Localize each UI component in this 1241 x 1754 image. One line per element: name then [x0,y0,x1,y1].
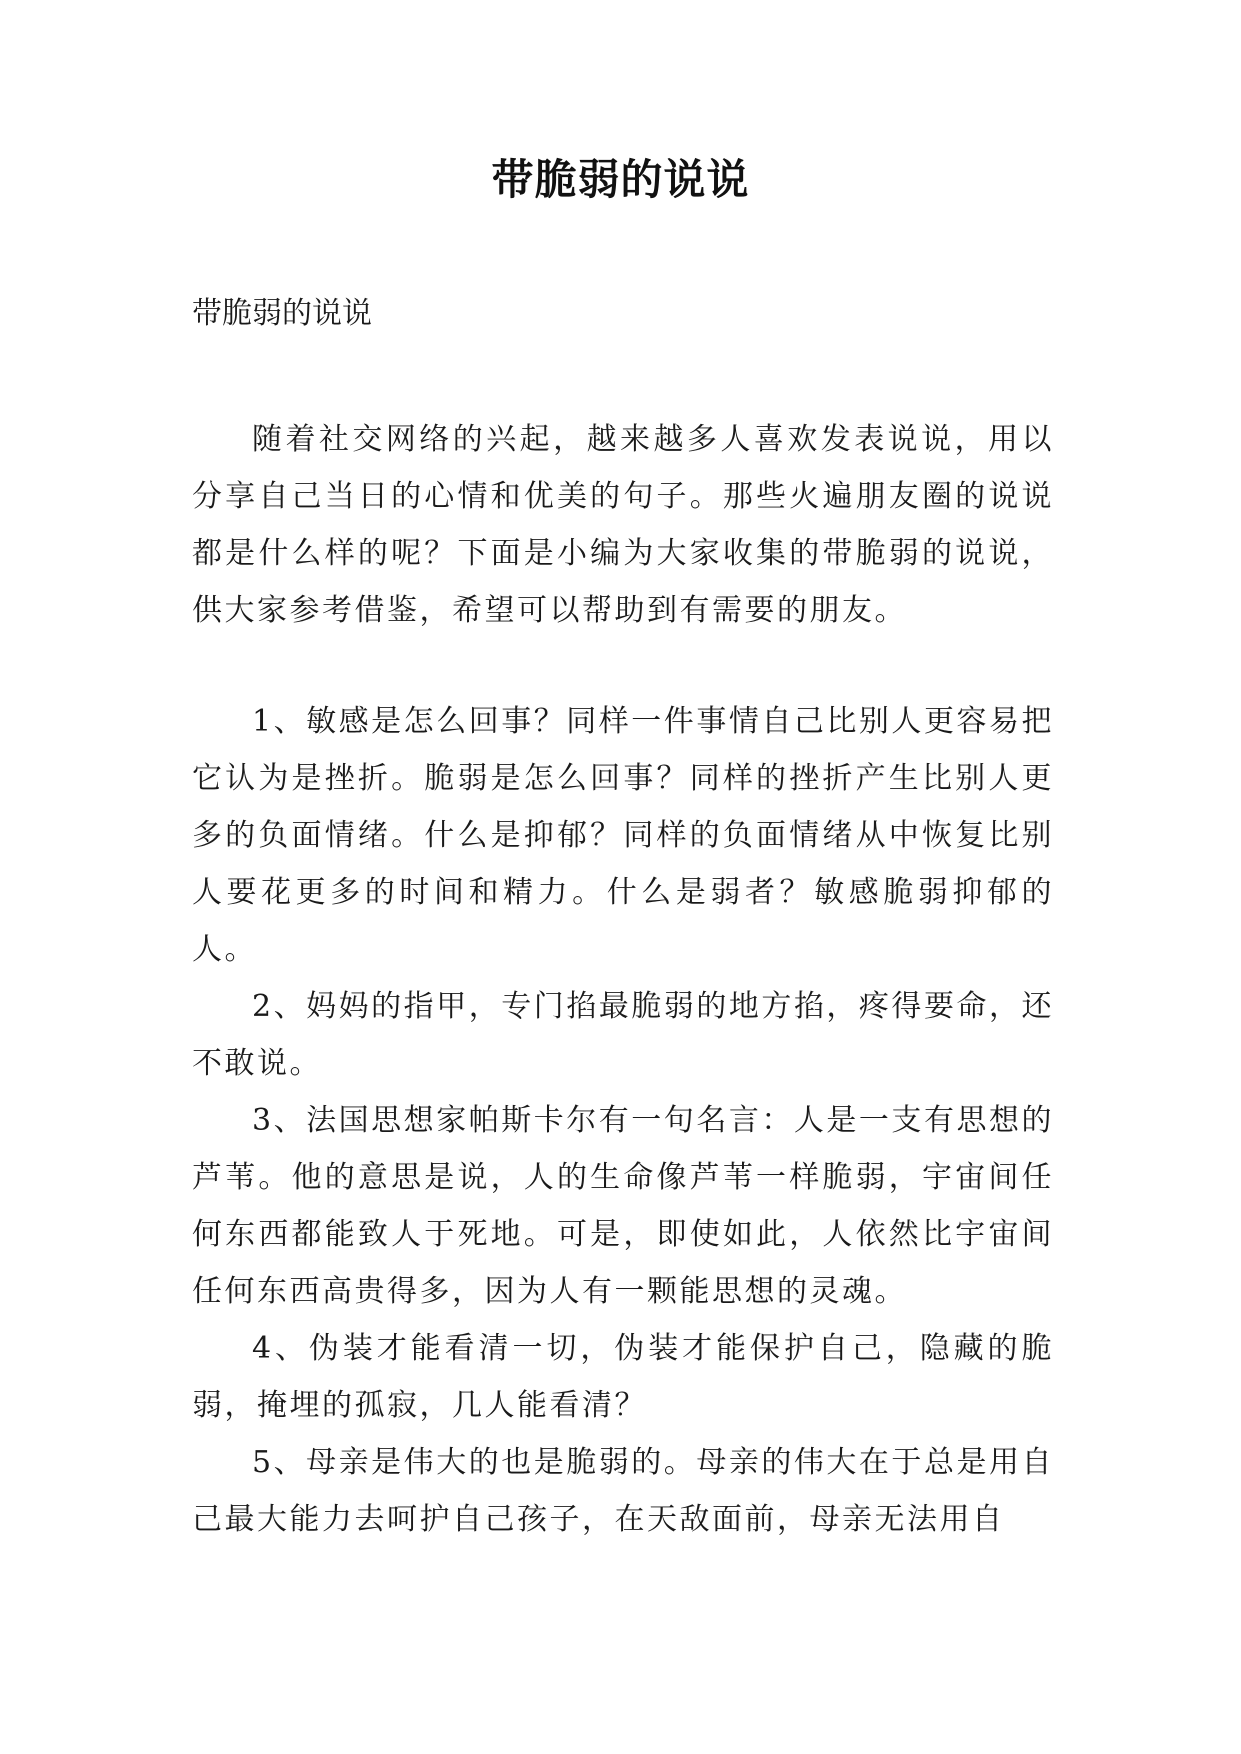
list-item: 4、伪装才能看清一切，伪装才能保护自己，隐藏的脆弱，掩埋的孤寂，几人能看清？ [192,1331,1054,1423]
document-body [192,411,1054,1548]
list-item: 2、妈妈的指甲，专门掐最脆弱的地方掐，疼得要命，还不敢说。 [192,989,1054,1081]
list-item: 5、母亲是伟大的也是脆弱的。母亲的伟大在于总是用自己最大能力去呵护自己孩子，在天敌面前，母亲无法用自 [192,1445,1054,1537]
document-subtitle: 带脆弱的说说 [192,296,372,331]
list-item: 1、敏感是怎么回事？同样一件事情自己比别人更容易把它认为是挫折。脆弱是怎么回事？同样的挫折产生比别人更多的负面情绪。什么是抑郁？同样的负面情绪从中恢复比别人要花更多的时间和精力。什么是弱者？敏感脆弱抑郁的人。 [192,704,1054,967]
document-title: 带脆弱的说说 [491,155,750,204]
intro-paragraph: 随着社交网络的兴起，越来越多人喜欢发表说说，用以分享自己当日的心情和优美的句子。那些火遍朋友圈的说说都是什么样的呢？下面是小编为大家收集的带脆弱的说说，供大家参考借鉴，希望可以帮助到有需要的朋友。 [192,422,1054,628]
list-item: 3、法国思想家帕斯卡尔有一句名言：人是一支有思想的芦苇。他的意思是说，人的生命像芦苇一样脆弱，宇宙间任何东西都能致人于死地。可是，即使如此，人依然比宇宙间任何东西高贵得多，因为人有一颗能思想的灵魂。 [192,1103,1054,1309]
